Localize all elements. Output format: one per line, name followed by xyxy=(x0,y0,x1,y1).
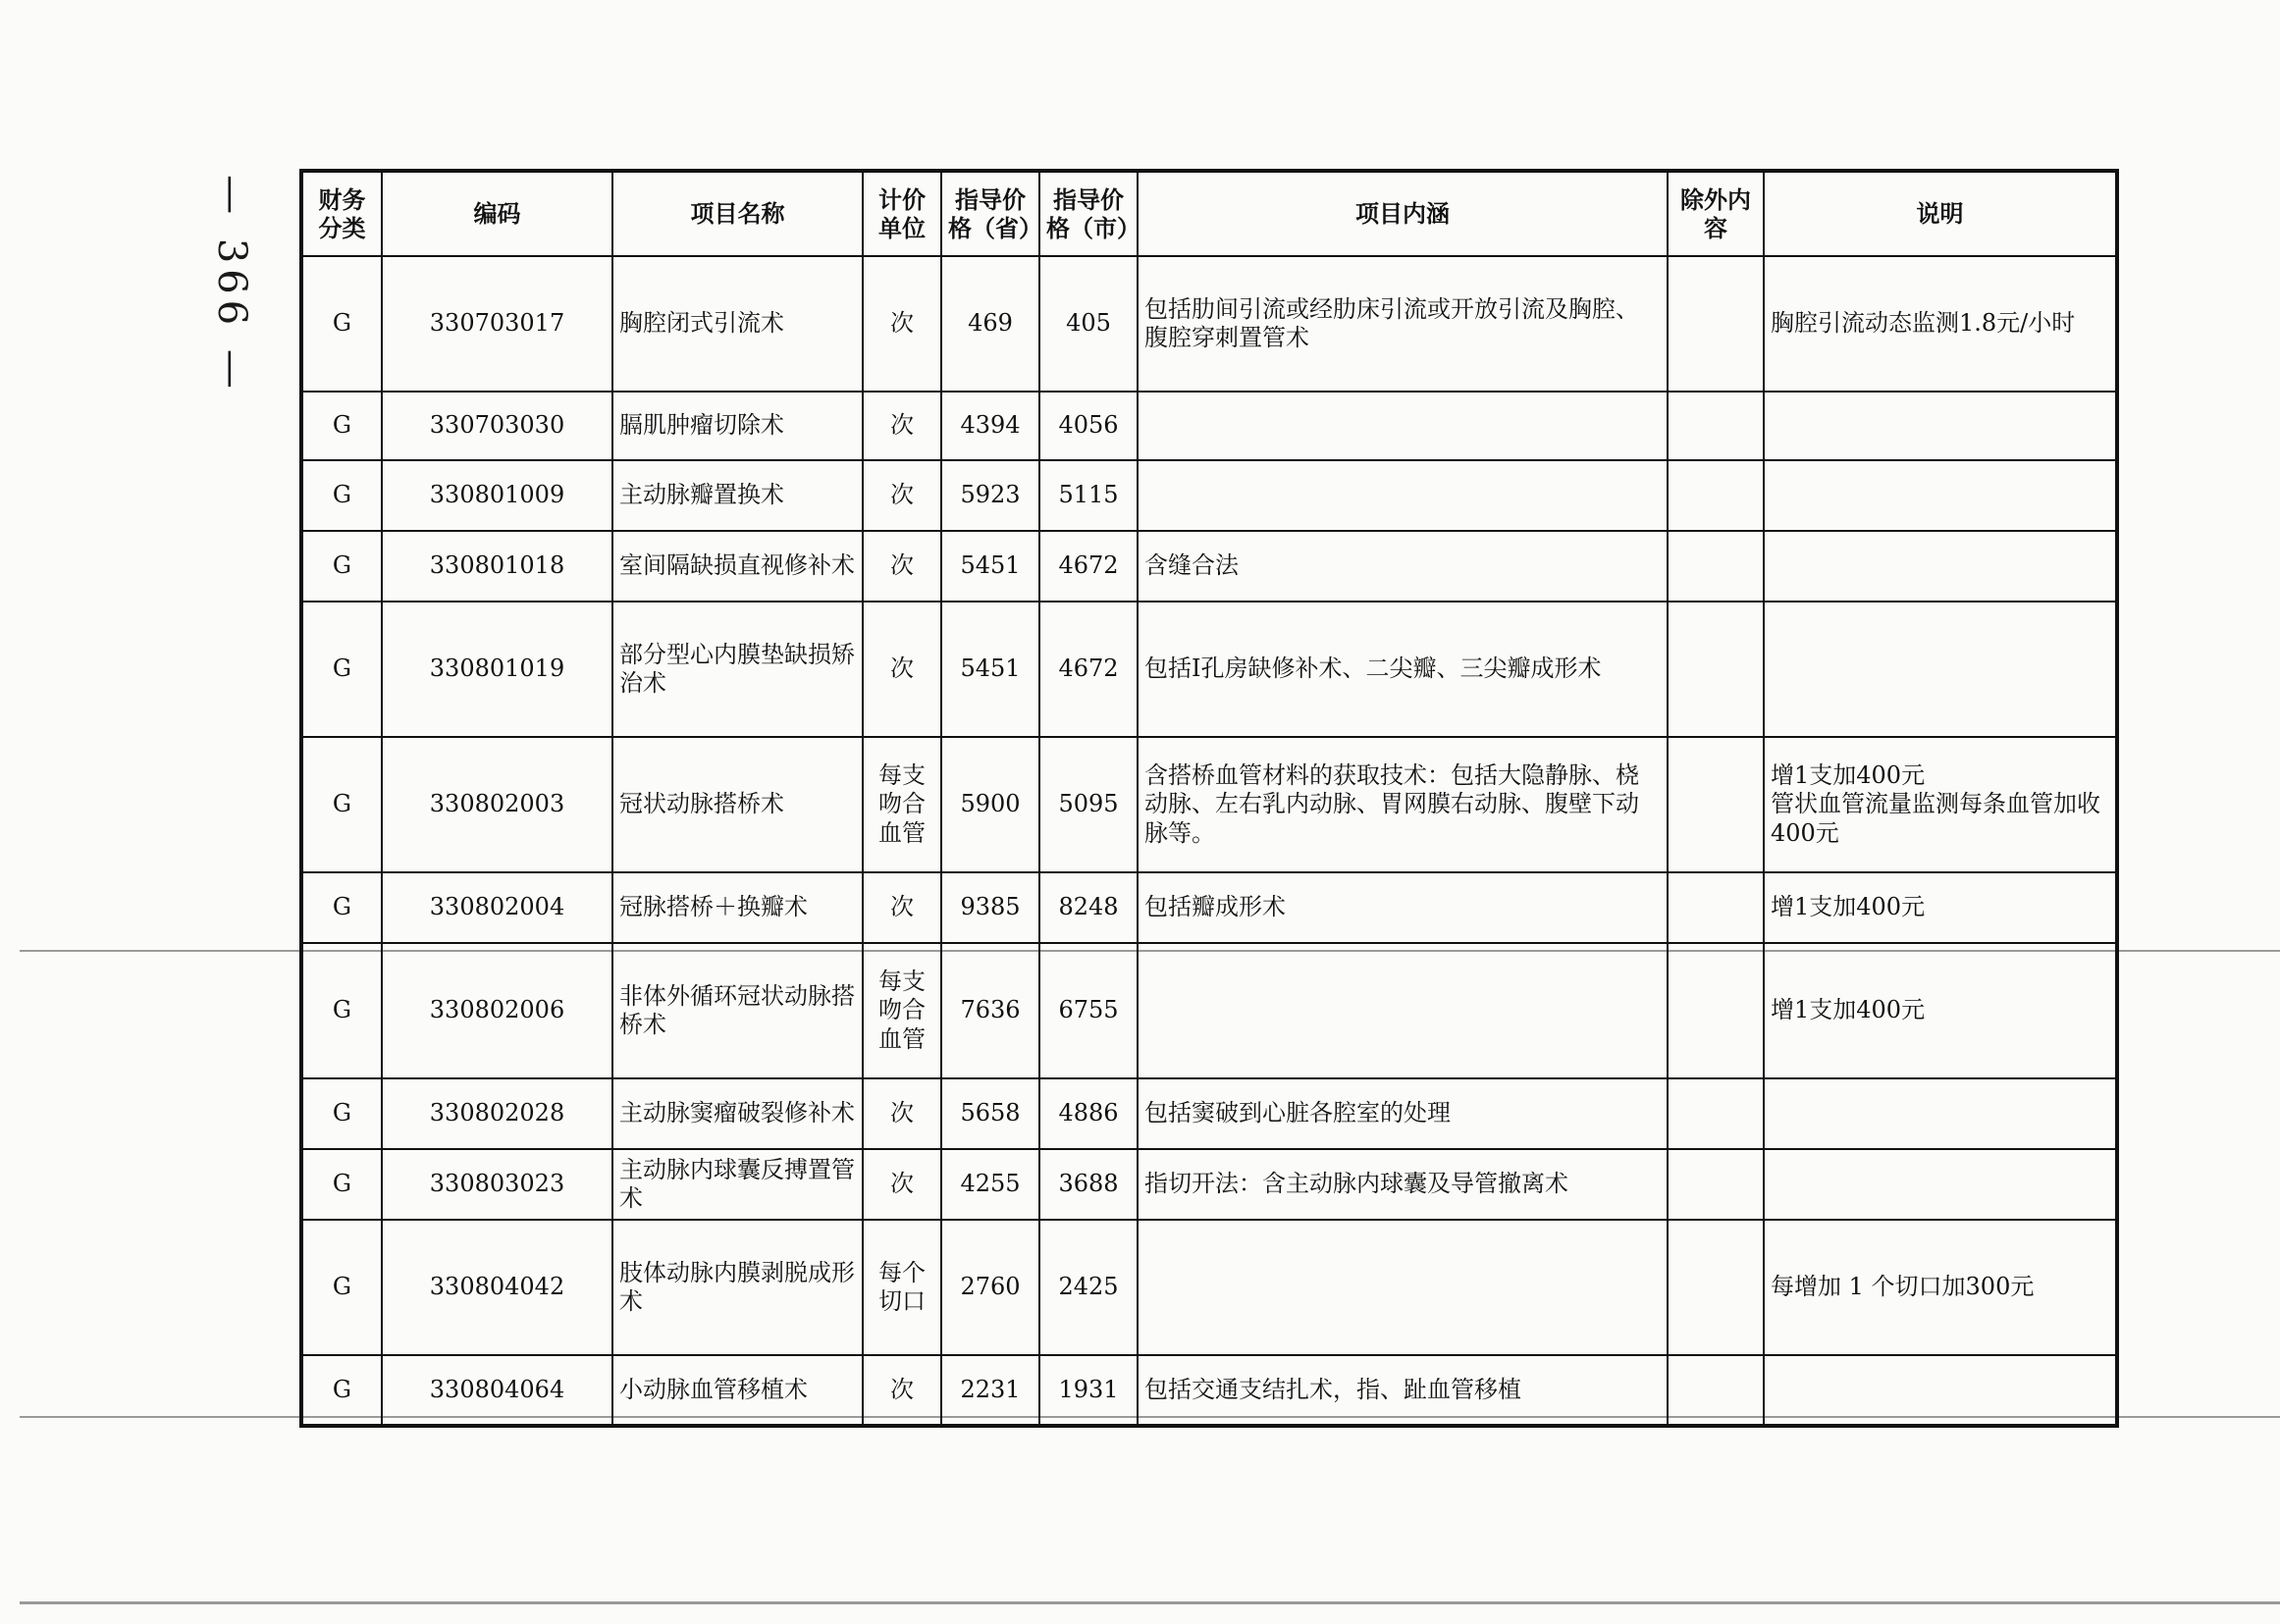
cell-price-city: 5115 xyxy=(1039,460,1138,531)
cell-name: 室间隔缺损直视修补术 xyxy=(612,531,863,602)
cell-code: 330801019 xyxy=(382,602,612,737)
cell-content xyxy=(1138,392,1668,460)
cell-excluded xyxy=(1668,1078,1764,1149)
cell-price-province: 5658 xyxy=(941,1078,1039,1149)
cell-price-province: 5923 xyxy=(941,460,1039,531)
table-row xyxy=(301,1078,2117,1149)
cell-name: 主动脉窦瘤破裂修补术 xyxy=(612,1078,863,1149)
cell-price-city: 4056 xyxy=(1039,392,1138,460)
cell-category: G xyxy=(301,531,382,602)
table-row xyxy=(301,256,2117,392)
cell-price-province: 4394 xyxy=(941,392,1039,460)
price-table xyxy=(299,169,2119,1428)
table-row xyxy=(301,1355,2117,1426)
cell-category: G xyxy=(301,1220,382,1355)
cell-category: G xyxy=(301,737,382,872)
cell-code: 330804064 xyxy=(382,1355,612,1426)
cell-unit: 次 xyxy=(863,602,941,737)
page-number: — 366 — xyxy=(209,175,254,394)
cell-content: 包括肋间引流或经肋床引流或开放引流及胸腔、腹腔穿刺置管术 xyxy=(1138,256,1668,392)
cell-unit: 次 xyxy=(863,531,941,602)
cell-content xyxy=(1138,1220,1668,1355)
cell-code: 330802028 xyxy=(382,1078,612,1149)
cell-price-province: 5451 xyxy=(941,602,1039,737)
cell-excluded xyxy=(1668,943,1764,1078)
cell-note: 增1支加400元 管状血管流量监测每条血管加收400元 xyxy=(1764,737,2117,872)
cell-price-province: 5900 xyxy=(941,737,1039,872)
cell-code: 330804042 xyxy=(382,1220,612,1355)
cell-content xyxy=(1138,460,1668,531)
cell-note: 增1支加400元 xyxy=(1764,943,2117,1078)
cell-code: 330803023 xyxy=(382,1149,612,1220)
cell-price-city: 5095 xyxy=(1039,737,1138,872)
cell-price-province: 2231 xyxy=(941,1355,1039,1426)
header-content: 项目内涵 xyxy=(1138,171,1668,256)
header-excluded: 除外内容 xyxy=(1668,171,1764,256)
cell-price-city: 1931 xyxy=(1039,1355,1138,1426)
table-row xyxy=(301,1220,2117,1355)
cell-note xyxy=(1764,392,2117,460)
cell-name: 部分型心内膜垫缺损矫治术 xyxy=(612,602,863,737)
cell-category: G xyxy=(301,1355,382,1426)
cell-price-city: 2425 xyxy=(1039,1220,1138,1355)
header-price-city: 指导价格（市） xyxy=(1039,171,1138,256)
cell-name: 小动脉血管移植术 xyxy=(612,1355,863,1426)
cell-unit: 次 xyxy=(863,392,941,460)
header-name: 项目名称 xyxy=(612,171,863,256)
table-row xyxy=(301,392,2117,460)
cell-price-city: 6755 xyxy=(1039,943,1138,1078)
cell-unit: 次 xyxy=(863,256,941,392)
cell-price-city: 8248 xyxy=(1039,872,1138,943)
cell-code: 330703017 xyxy=(382,256,612,392)
cell-note: 胸腔引流动态监测1.8元/小时 xyxy=(1764,256,2117,392)
cell-name: 主动脉内球囊反搏置管术 xyxy=(612,1149,863,1220)
table-row xyxy=(301,872,2117,943)
cell-content: 包括交通支结扎术，指、趾血管移植 xyxy=(1138,1355,1668,1426)
cell-price-city: 405 xyxy=(1039,256,1138,392)
table-row xyxy=(301,602,2117,737)
cell-content: 含缝合法 xyxy=(1138,531,1668,602)
cell-code: 330802006 xyxy=(382,943,612,1078)
cell-excluded xyxy=(1668,460,1764,531)
cell-price-province: 2760 xyxy=(941,1220,1039,1355)
cell-unit: 次 xyxy=(863,1078,941,1149)
cell-content: 指切开法：含主动脉内球囊及导管撤离术 xyxy=(1138,1149,1668,1220)
cell-price-city: 4672 xyxy=(1039,531,1138,602)
table-row xyxy=(301,460,2117,531)
cell-unit: 次 xyxy=(863,1355,941,1426)
cell-excluded xyxy=(1668,392,1764,460)
cell-excluded xyxy=(1668,872,1764,943)
cell-content xyxy=(1138,943,1668,1078)
cell-note xyxy=(1764,460,2117,531)
cell-name: 主动脉瓣置换术 xyxy=(612,460,863,531)
cell-unit: 每个切口 xyxy=(863,1220,941,1355)
cell-category: G xyxy=(301,256,382,392)
scan-fold-line-bottom xyxy=(20,1601,2280,1604)
cell-content: 含搭桥血管材料的获取技术：包括大隐静脉、桡动脉、左右乳内动脉、胃网膜右动脉、腹壁下动脉等。 xyxy=(1138,737,1668,872)
cell-price-province: 4255 xyxy=(941,1149,1039,1220)
cell-name: 冠状动脉搭桥术 xyxy=(612,737,863,872)
cell-code: 330801018 xyxy=(382,531,612,602)
cell-name: 肢体动脉内膜剥脱成形术 xyxy=(612,1220,863,1355)
cell-content: 包括窦破到心脏各腔室的处理 xyxy=(1138,1078,1668,1149)
cell-note xyxy=(1764,1149,2117,1220)
cell-category: G xyxy=(301,392,382,460)
cell-note xyxy=(1764,1078,2117,1149)
header-code: 编码 xyxy=(382,171,612,256)
header-price-province: 指导价格（省） xyxy=(941,171,1039,256)
cell-note xyxy=(1764,1355,2117,1426)
cell-unit: 每支吻合血管 xyxy=(863,737,941,872)
cell-excluded xyxy=(1668,531,1764,602)
table-row xyxy=(301,1149,2117,1220)
cell-content: 包括Ⅰ孔房缺修补术、二尖瓣、三尖瓣成形术 xyxy=(1138,602,1668,737)
cell-excluded xyxy=(1668,1149,1764,1220)
table-header-row xyxy=(301,171,2117,256)
table-row xyxy=(301,737,2117,872)
cell-unit: 次 xyxy=(863,872,941,943)
cell-excluded xyxy=(1668,1355,1764,1426)
cell-category: G xyxy=(301,460,382,531)
cell-price-city: 4886 xyxy=(1039,1078,1138,1149)
cell-price-city: 3688 xyxy=(1039,1149,1138,1220)
cell-code: 330802004 xyxy=(382,872,612,943)
header-unit: 计价单位 xyxy=(863,171,941,256)
cell-unit: 次 xyxy=(863,1149,941,1220)
cell-code: 330801009 xyxy=(382,460,612,531)
cell-code: 330802003 xyxy=(382,737,612,872)
cell-excluded xyxy=(1668,737,1764,872)
cell-excluded xyxy=(1668,602,1764,737)
table-body xyxy=(301,256,2117,1426)
cell-excluded xyxy=(1668,1220,1764,1355)
cell-note: 增1支加400元 xyxy=(1764,872,2117,943)
header-note: 说明 xyxy=(1764,171,2117,256)
cell-excluded xyxy=(1668,256,1764,392)
cell-unit: 每支吻合血管 xyxy=(863,943,941,1078)
cell-content: 包括瓣成形术 xyxy=(1138,872,1668,943)
table-row xyxy=(301,531,2117,602)
cell-category: G xyxy=(301,1149,382,1220)
cell-note xyxy=(1764,531,2117,602)
cell-name: 冠脉搭桥＋换瓣术 xyxy=(612,872,863,943)
cell-price-city: 4672 xyxy=(1039,602,1138,737)
cell-note xyxy=(1764,602,2117,737)
cell-category: G xyxy=(301,602,382,737)
cell-category: G xyxy=(301,872,382,943)
cell-name: 膈肌肿瘤切除术 xyxy=(612,392,863,460)
cell-price-province: 7636 xyxy=(941,943,1039,1078)
cell-code: 330703030 xyxy=(382,392,612,460)
cell-name: 非体外循环冠状动脉搭桥术 xyxy=(612,943,863,1078)
cell-name: 胸腔闭式引流术 xyxy=(612,256,863,392)
header-category: 财务分类 xyxy=(301,171,382,256)
cell-price-province: 9385 xyxy=(941,872,1039,943)
cell-price-province: 469 xyxy=(941,256,1039,392)
cell-category: G xyxy=(301,943,382,1078)
cell-unit: 次 xyxy=(863,460,941,531)
table-row xyxy=(301,943,2117,1078)
cell-category: G xyxy=(301,1078,382,1149)
cell-price-province: 5451 xyxy=(941,531,1039,602)
cell-note: 每增加 1 个切口加300元 xyxy=(1764,1220,2117,1355)
